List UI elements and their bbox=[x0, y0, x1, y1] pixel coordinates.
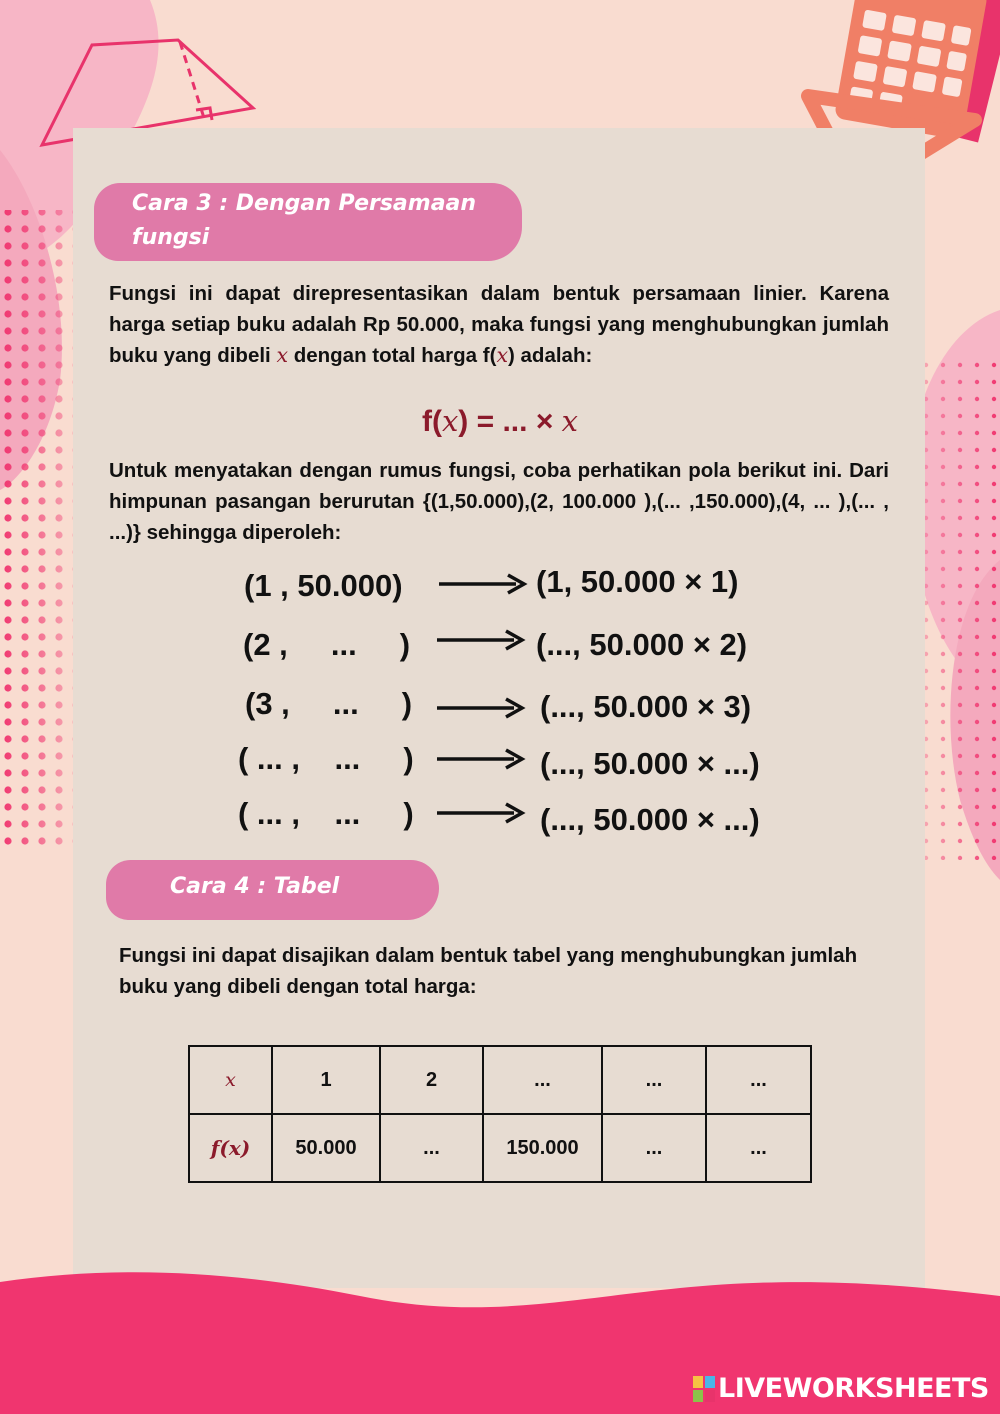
pair-left-5: ( ... , ... ) bbox=[238, 796, 414, 831]
table-cell-f-2: ... bbox=[380, 1114, 483, 1182]
section-3-title: Cara 3 : Dengan Persamaan fungsi bbox=[94, 183, 522, 261]
table-header-x: x bbox=[189, 1046, 272, 1114]
section-3-paragraph-2: Untuk menyatakan dengan rumus fungsi, coba perhatikan pola berikut ini. Dari himpunan pasangan berurutan {(1,50.000),(2, 100.000 ),(... ,150.000),(4, ... ),(... , ...)} sehingga diperoleh: bbox=[109, 459, 889, 544]
function-table bbox=[188, 1045, 812, 1183]
table-cell-f-1: 50.000 bbox=[272, 1114, 380, 1182]
table-header-f: f(x) bbox=[189, 1114, 272, 1182]
pair-left-4: ( ... , ... ) bbox=[238, 741, 414, 776]
table-cell-x-3: ... bbox=[483, 1046, 602, 1114]
table-cell-f-4: ... bbox=[602, 1114, 706, 1182]
table-row-f bbox=[189, 1114, 811, 1182]
pair-right-3: (..., 50.000 × 3) bbox=[540, 689, 752, 724]
arrow-right-icon bbox=[436, 570, 528, 596]
table-cell-x-1: 1 bbox=[272, 1046, 380, 1114]
table-cell-x-5: ... bbox=[706, 1046, 811, 1114]
pair-right-2: (..., 50.000 × 2) bbox=[536, 627, 748, 662]
table-cell-x-4: ... bbox=[602, 1046, 706, 1114]
section-4-paragraph: Fungsi ini dapat disajikan dalam bentuk tabel yang menghubungkan jumlah buku yang dibeli dengan total harga: bbox=[119, 944, 858, 998]
liveworksheets-logo: LIVEWORKSHEETS bbox=[693, 1374, 989, 1404]
arrow-right-icon bbox=[434, 694, 526, 720]
liveworksheets-logo-icon bbox=[693, 1376, 715, 1402]
section-4-title: Cara 4 : Tabel bbox=[106, 860, 439, 920]
pair-left-1: (1 , 50.000) bbox=[244, 568, 403, 603]
table-cell-x-2: 2 bbox=[380, 1046, 483, 1114]
table-row-x bbox=[189, 1046, 811, 1114]
pair-right-4: (..., 50.000 × ...) bbox=[540, 746, 760, 781]
function-formula: f(x) = ... × x bbox=[421, 404, 579, 438]
section-3-paragraph-1: Fungsi ini dapat direpresentasikan dalam bentuk persamaan linier. Karena harga setiap buku adalah Rp 50.000, maka fungsi yang menghubungkan jumlah buku yang dibeli x dengan total harga f(x) adalah: bbox=[109, 282, 889, 367]
table-cell-f-5: ... bbox=[706, 1114, 811, 1182]
arrow-right-icon bbox=[434, 745, 526, 771]
arrow-right-icon bbox=[434, 799, 526, 825]
arrow-right-icon bbox=[434, 626, 526, 652]
pair-right-5: (..., 50.000 × ...) bbox=[540, 802, 760, 837]
pair-right-1: (1, 50.000 × 1) bbox=[536, 564, 739, 599]
pair-left-2: (2 , ... ) bbox=[243, 627, 411, 662]
pair-left-3: (3 , ... ) bbox=[245, 686, 413, 721]
table-cell-f-3: 150.000 bbox=[483, 1114, 602, 1182]
